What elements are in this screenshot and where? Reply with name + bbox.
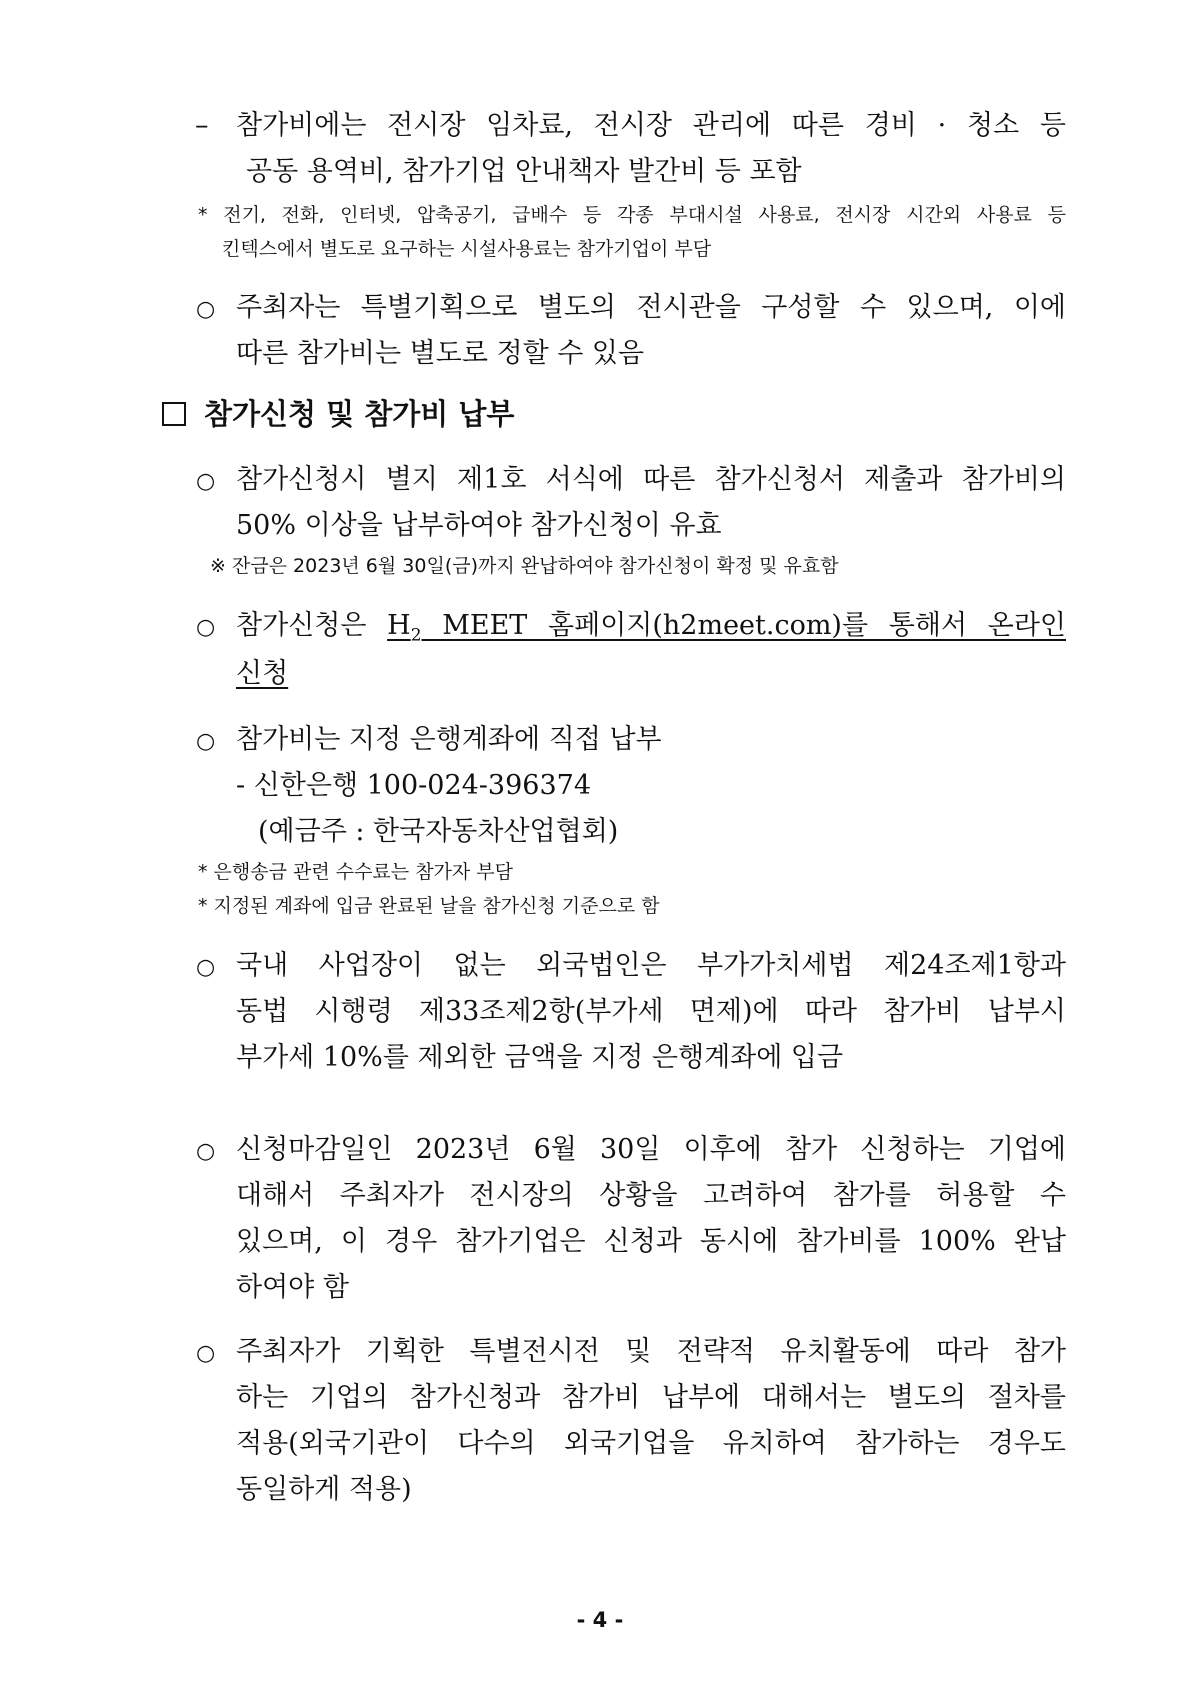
special-exhibition-line-4: 동일하게 적용) <box>236 1474 412 1505</box>
foreign-corp-line-3: 부가세 10%를 제외한 금액을 지정 은행계좌에 입금 <box>236 1042 844 1073</box>
fee-note-line-1: * 전기, 전화, 인터넷, 압축공기, 급배수 등 각종 부대시설 사용료, 전시장 시간외 사용료 등 <box>198 204 1066 226</box>
late-application-line-4: 하여야 함 <box>236 1272 349 1303</box>
special-pavilion-line-2: 따른 참가비는 별도로 정할 수 있음 <box>236 338 645 369</box>
account-holder: (예금주 : 한국자동차산업협회) <box>258 816 619 847</box>
special-exhibition-line-1: 주최자가 기획한 특별전시전 및 전략적 유치활동에 따라 참가 <box>236 1336 1066 1367</box>
section-checkbox-icon <box>162 402 186 426</box>
fee-includes-line-1: 참가비에는 전시장 임차료, 전시장 관리에 따른 경비 · 청소 등 <box>236 110 1066 141</box>
homepage-link-subscript: 2 <box>410 625 422 646</box>
fee-note-line-2: 킨텍스에서 별도로 요구하는 시설사용료는 참가기업이 부담 <box>222 238 712 260</box>
special-exhibition-line-3: 적용(외국기관이 다수의 외국기업을 유치하여 참가하는 경우도 <box>236 1428 1066 1459</box>
circle-bullet: ○ <box>196 1139 216 1164</box>
special-pavilion-line-1: 주최자는 특별기획으로 별도의 전시관을 구성할 수 있으며, 이에 <box>236 292 1066 323</box>
circle-bullet: ○ <box>196 955 216 980</box>
bank-fee-note: * 은행송금 관련 수수료는 참가자 부담 <box>198 861 514 883</box>
online-application-prefix: 참가신청은 <box>236 610 388 641</box>
circle-bullet: ○ <box>196 615 216 640</box>
foreign-corp-line-1: 국내 사업장이 없는 외국법인은 부가가치세법 제24조제1항과 <box>236 950 1066 981</box>
late-application-line-1: 신청마감일인 2023년 6월 30일 이후에 참가 신청하는 기업에 <box>236 1134 1066 1165</box>
homepage-link[interactable] <box>387 610 1066 646</box>
homepage-link-text: MEET 홈페이지(h2meet.com)를 통해서 온라인 <box>421 610 1066 641</box>
payment-rule: 참가비는 지정 은행계좌에 직접 납부 <box>236 724 662 755</box>
application-rule-line-1: 참가신청시 별지 제1호 서식에 따른 참가신청서 제출과 참가비의 <box>236 464 1066 495</box>
online-application-line-1 <box>236 604 1066 657</box>
circle-bullet: ○ <box>196 469 216 494</box>
section-title: 참가신청 및 참가비 납부 <box>204 397 515 431</box>
circle-bullet: ○ <box>196 729 216 754</box>
late-application-line-2: 대해서 주최자가 전시장의 상황을 고려하여 참가를 허용할 수 <box>236 1180 1066 1211</box>
special-exhibition-line-2: 하는 기업의 참가신청과 참가비 납부에 대해서는 별도의 절차를 <box>236 1382 1066 1413</box>
late-application-line-3: 있으며, 이 경우 참가기업은 신청과 동시에 참가비를 100% 완납 <box>236 1226 1066 1257</box>
foreign-corp-line-2: 동법 시행령 제33조제2항(부가세 면제)에 따라 참가비 납부시 <box>236 996 1066 1027</box>
dash-marker: – <box>195 110 209 141</box>
page-number: - 4 - <box>576 1608 624 1632</box>
circle-bullet: ○ <box>196 1341 216 1366</box>
online-application-line-2: 신청 <box>236 658 289 689</box>
balance-note: ※ 잔금은 2023년 6월 30일(금)까지 완납하여야 참가신청이 확정 및 유효함 <box>210 555 839 577</box>
application-rule-line-2: 50% 이상을 납부하여야 참가신청이 유효 <box>236 510 722 541</box>
deposit-date-note: * 지정된 계좌에 입금 완료된 날을 참가신청 기준으로 함 <box>198 895 660 917</box>
bank-account: - 신한은행 100-024-396374 <box>236 770 592 801</box>
fee-includes-line-2: 공동 용역비, 참가기업 안내책자 발간비 등 포함 <box>246 156 802 187</box>
homepage-link-h: H <box>387 610 411 641</box>
circle-bullet: ○ <box>196 297 216 322</box>
